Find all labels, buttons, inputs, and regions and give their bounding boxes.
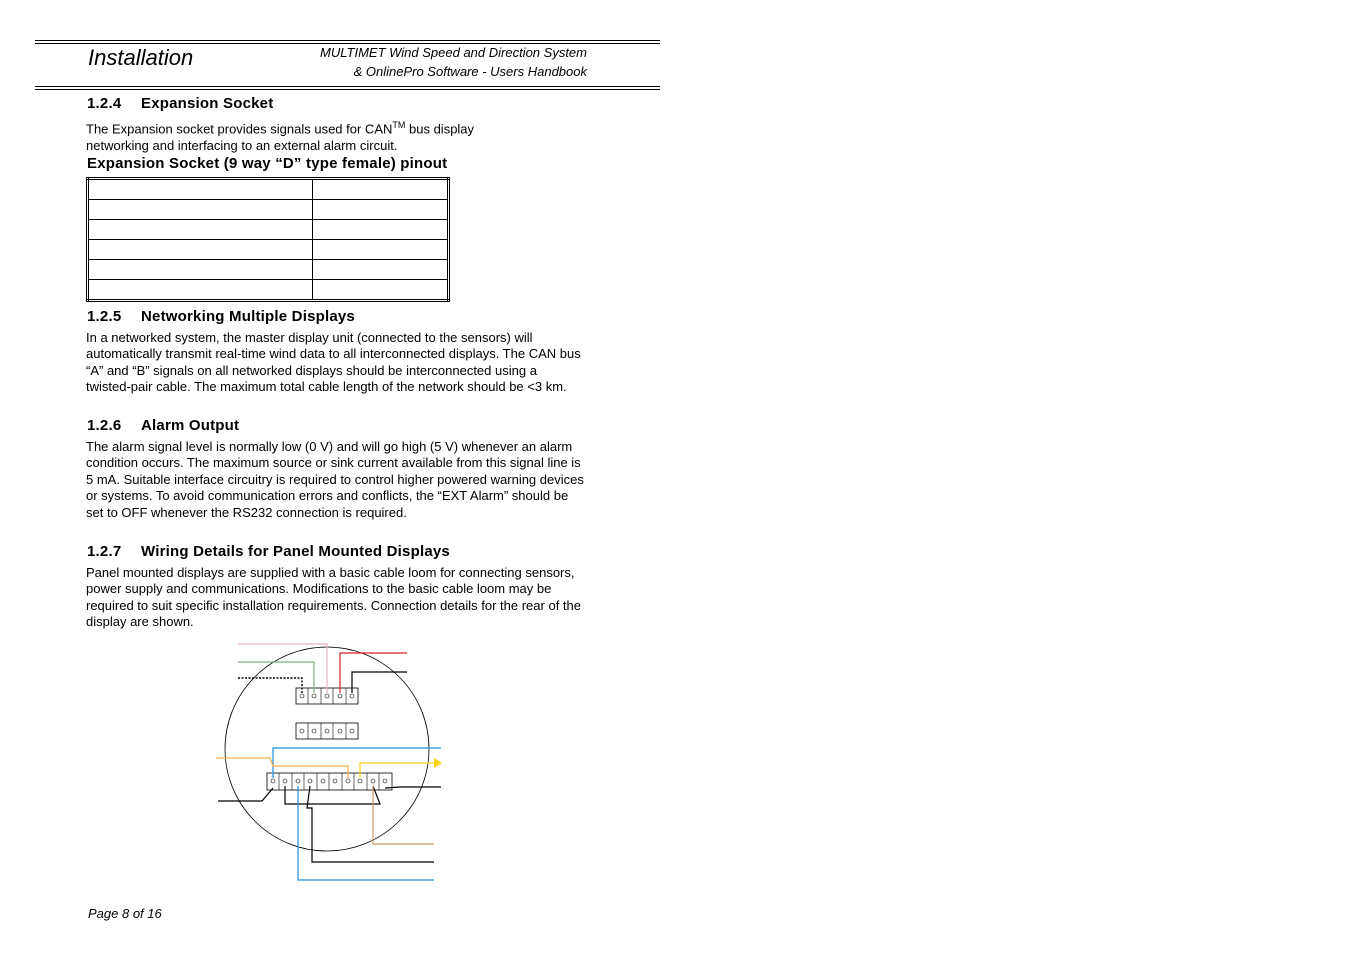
pinout-cell-signal: [88, 200, 313, 220]
section-title-text: Alarm Output: [141, 417, 240, 434]
header-section-title: Installation: [88, 45, 194, 70]
pinout-row: [88, 260, 449, 280]
header-rule-bottom-inner: [35, 89, 660, 90]
trademark-superscript: TM: [392, 120, 406, 130]
wire-tan: [373, 786, 434, 844]
pinout-heading: Expansion Socket (9 way “D” type female) pinout: [87, 155, 448, 172]
section-heading-networking: [87, 308, 355, 325]
section-heading-expansion-socket: [87, 95, 273, 112]
pinout-cell-signal: [88, 260, 313, 280]
paragraph-text-cont: bus display networking and interfacing to an external alarm circuit.: [86, 121, 475, 153]
pinout-cell-signal: [88, 240, 313, 260]
header-rule-top: [35, 40, 660, 41]
pinout-cell-pin: [313, 240, 449, 260]
section-number: 1.2.4: [87, 95, 122, 112]
pinout-cell-signal: [88, 179, 313, 200]
paragraph-text: The Expansion socket provides signals used for CAN: [86, 121, 393, 137]
networking-paragraph: In a networked system, the master display unit (connected to the sensors) will automatically transmit real-time wind data to all interconnected displays. The CAN bus “A” and “B” signals on all networked displays should be interconnected using a twisted-pair cable. The maximum total cable length of the network should be <3 km.: [86, 330, 581, 395]
section-title-text: Wiring Details for Panel Mounted Displays: [141, 543, 450, 560]
pinout-row: [88, 179, 449, 200]
section-number: 1.2.6: [87, 417, 122, 434]
wiring-paragraph: Panel mounted displays are supplied with a basic cable loom for connecting sensors, power supply and communications. Modifications to the basic cable loom may be required to suit specific installation requirements. Connection details for the rear of the display are shown.: [86, 565, 581, 630]
section-title-text: Networking Multiple Displays: [141, 308, 355, 325]
pinout-row: [88, 280, 449, 301]
wire-red: [340, 653, 407, 693]
pinout-cell-pin: [313, 280, 449, 301]
section-heading-wiring: [87, 543, 450, 560]
header-doc-title-line2: & OnlinePro Software - Users Handbook: [353, 64, 587, 79]
yellow-arrow-icon: [434, 758, 442, 768]
terminal-block-middle: [296, 723, 358, 739]
section-title-text: Expansion Socket: [141, 95, 274, 112]
pinout-table: [86, 177, 450, 302]
header-rule-top-inner: [35, 43, 660, 44]
alarm-paragraph: The alarm signal level is normally low (0 V) and will go high (5 V) whenever an alarm condition occurs. The maximum source or sink current available from this signal line is 5 mA. Suitable interface circuitry is required to control higher powered warning devices or systems. To avoid communication errors and conflicts, the “EXT Alarm” should be set to OFF whenever the RS232 connection is required.: [86, 439, 584, 520]
expansion-socket-paragraph: [86, 117, 526, 154]
pinout-row: [88, 200, 449, 220]
header-rule-bottom: [35, 86, 660, 87]
wire-blue-bottom: [298, 786, 434, 880]
pinout-cell-signal: [88, 280, 313, 301]
pinout-row: [88, 240, 449, 260]
pinout-cell-pin: [313, 200, 449, 220]
pinout-row: [88, 220, 449, 240]
wiring-diagram: [210, 636, 450, 888]
wire-black-right: [385, 787, 441, 788]
pinout-cell-pin: [313, 220, 449, 240]
wire-black-top: [352, 672, 407, 693]
wire-black-left: [218, 788, 273, 801]
pinout-cell-pin: [313, 179, 449, 200]
section-number: 1.2.5: [87, 308, 122, 325]
header-doc-title-line1: MULTIMET Wind Speed and Direction System: [320, 45, 587, 60]
section-heading-alarm: [87, 417, 239, 434]
section-number: 1.2.7: [87, 543, 122, 560]
page-number: Page 8 of 16: [88, 906, 162, 921]
pinout-cell-signal: [88, 220, 313, 240]
pinout-cell-pin: [313, 260, 449, 280]
